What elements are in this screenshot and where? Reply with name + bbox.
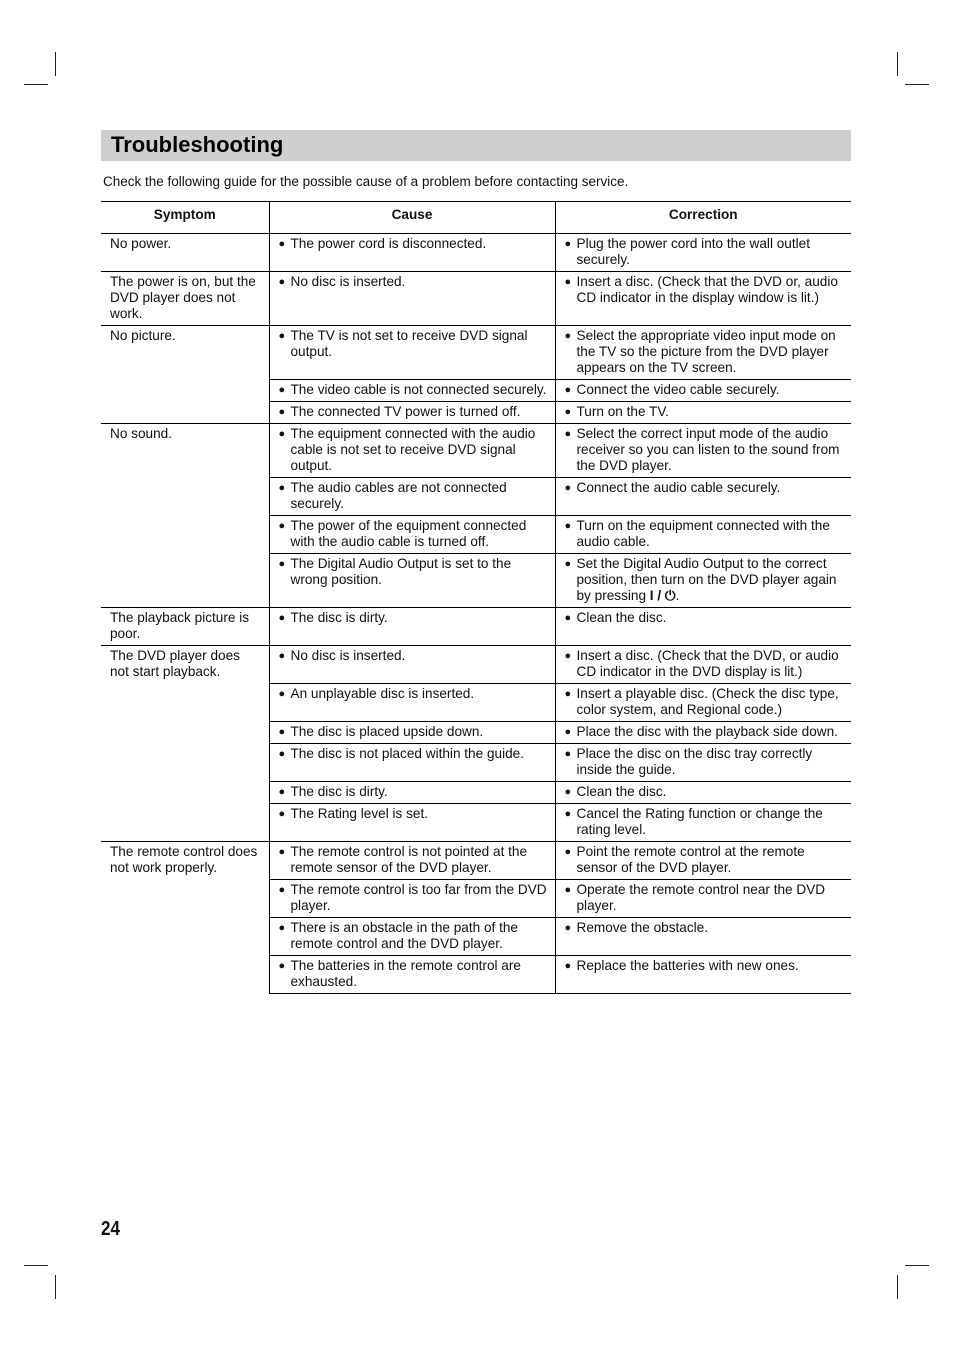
correction-cell: ● Cancel the Rating function or change the rating level. xyxy=(555,804,851,842)
header-cause: Cause xyxy=(269,202,555,234)
correction-suffix: . xyxy=(675,588,680,603)
correction-cell: ● Set the Digital Audio Output to the correct position, then turn on the DVD player again by pressing I / ⏻. xyxy=(555,554,851,608)
bullet-icon: ● xyxy=(278,238,286,250)
correction-cell: ● Replace the batteries with new ones. xyxy=(555,956,851,994)
crop-mark xyxy=(24,1265,48,1266)
correction-cell: ● Place the disc with the playback side down. xyxy=(555,722,851,744)
cause-cell: ● The Digital Audio Output is set to the wrong position. xyxy=(269,554,555,608)
symptom-text: The DVD player does not start playback. xyxy=(110,648,240,679)
bullet-icon: ● xyxy=(564,846,572,858)
header-correction: Correction xyxy=(555,202,851,234)
correction-cell: ● Select the appropriate video input mode on the TV so the picture from the DVD player appears on the TV screen. xyxy=(555,326,851,380)
cause-cell: ● There is an obstacle in the path of the remote control and the DVD player. xyxy=(269,918,555,956)
bullet-icon: ● xyxy=(564,520,572,532)
bullet-icon: ● xyxy=(564,688,572,700)
cause-cell: ● No disc is inserted. xyxy=(269,272,555,326)
bullet-icon: ● xyxy=(278,786,286,798)
bullet-icon: ● xyxy=(564,748,572,760)
page-title: Troubleshooting xyxy=(111,132,284,157)
bullet-icon: ● xyxy=(564,612,572,624)
symptom-text: The power is on, but the DVD player does not work. xyxy=(110,274,256,321)
table-row xyxy=(101,646,851,684)
bullet-icon: ● xyxy=(278,748,286,760)
bullet-icon: ● xyxy=(278,406,286,418)
bullet-icon: ● xyxy=(278,330,286,342)
symptom-cell xyxy=(101,842,269,994)
correction-cell: ● Operate the remote control near the DVD player. xyxy=(555,880,851,918)
symptom-cell xyxy=(101,272,269,326)
power-button-icon: I / ⏻ xyxy=(649,588,676,603)
bullet-icon: ● xyxy=(278,808,286,820)
cause-cell: ● The disc is dirty. xyxy=(269,608,555,646)
bullet-icon: ● xyxy=(278,650,286,662)
symptom-cell xyxy=(101,326,269,424)
bullet-icon: ● xyxy=(564,428,572,440)
cause-cell: ● The disc is placed upside down. xyxy=(269,722,555,744)
bullet-icon: ● xyxy=(278,482,286,494)
page-number: 24 xyxy=(101,1218,120,1240)
correction-cell: ● Place the disc on the disc tray correctly inside the guide. xyxy=(555,744,851,782)
cause-cell: ● The power of the equipment connected with the audio cable is turned off. xyxy=(269,516,555,554)
bullet-icon: ● xyxy=(278,960,286,972)
bullet-icon: ● xyxy=(278,558,286,570)
crop-mark xyxy=(24,84,48,85)
crop-mark xyxy=(905,1265,929,1266)
bullet-icon: ● xyxy=(564,558,572,570)
cause-cell: ● No disc is inserted. xyxy=(269,646,555,684)
cause-cell: ● The remote control is not pointed at the remote sensor of the DVD player. xyxy=(269,842,555,880)
bullet-icon: ● xyxy=(278,922,286,934)
correction-cell: ● Select the correct input mode of the audio receiver so you can listen to the sound from the DVD player. xyxy=(555,424,851,478)
bullet-icon: ● xyxy=(564,276,572,288)
cause-cell: ● An unplayable disc is inserted. xyxy=(269,684,555,722)
correction-cell: ● Insert a disc. (Check that the DVD or, audio CD indicator in the display window is lit.) xyxy=(555,272,851,326)
table-row xyxy=(101,326,851,380)
bullet-icon: ● xyxy=(564,384,572,396)
title-bar xyxy=(101,130,851,161)
bullet-icon: ● xyxy=(564,922,572,934)
correction-cell: ● Turn on the equipment connected with the audio cable. xyxy=(555,516,851,554)
bullet-icon: ● xyxy=(564,726,572,738)
correction-cell: ● Remove the obstacle. xyxy=(555,918,851,956)
table-row xyxy=(101,234,851,272)
symptom-cell xyxy=(101,608,269,646)
bullet-icon: ● xyxy=(278,520,286,532)
correction-cell: ● Clean the disc. xyxy=(555,782,851,804)
cause-cell: ● The audio cables are not connected securely. xyxy=(269,478,555,516)
cause-cell: ● The Rating level is set. xyxy=(269,804,555,842)
table-row xyxy=(101,424,851,478)
intro-text: Check the following guide for the possible cause of a problem before contacting service. xyxy=(103,174,629,189)
crop-mark xyxy=(897,1275,898,1299)
header-symptom: Symptom xyxy=(101,202,269,234)
correction-cell: ● Insert a disc. (Check that the DVD, or audio CD indicator in the DVD display is lit.) xyxy=(555,646,851,684)
bullet-icon: ● xyxy=(564,808,572,820)
bullet-icon: ● xyxy=(278,688,286,700)
bullet-icon: ● xyxy=(564,330,572,342)
cause-cell: ● The remote control is too far from the DVD player. xyxy=(269,880,555,918)
bullet-icon: ● xyxy=(564,786,572,798)
bullet-icon: ● xyxy=(564,238,572,250)
crop-mark xyxy=(55,52,56,76)
bullet-icon: ● xyxy=(278,884,286,896)
symptom-text: The playback picture is poor. xyxy=(110,610,250,641)
symptom-text: No picture. xyxy=(110,328,176,343)
correction-cell: ● Turn on the TV. xyxy=(555,402,851,424)
cause-cell: ● The batteries in the remote control are exhausted. xyxy=(269,956,555,994)
table-row xyxy=(101,608,851,646)
correction-cell: ● Connect the video cable securely. xyxy=(555,380,851,402)
cause-cell: ● The equipment connected with the audio cable is not set to receive DVD signal output. xyxy=(269,424,555,478)
cause-cell: ● The TV is not set to receive DVD signal output. xyxy=(269,326,555,380)
table-header-row xyxy=(101,202,851,234)
cause-cell: ● The power cord is disconnected. xyxy=(269,234,555,272)
symptom-cell xyxy=(101,646,269,842)
bullet-icon: ● xyxy=(278,384,286,396)
crop-mark xyxy=(55,1275,56,1299)
table-row xyxy=(101,272,851,326)
cause-cell: ● The disc is dirty. xyxy=(269,782,555,804)
bullet-icon: ● xyxy=(564,482,572,494)
correction-cell: ● Clean the disc. xyxy=(555,608,851,646)
bullet-icon: ● xyxy=(564,406,572,418)
crop-mark xyxy=(897,52,898,76)
bullet-icon: ● xyxy=(278,276,286,288)
cause-cell: ● The video cable is not connected securely. xyxy=(269,380,555,402)
table-body xyxy=(101,234,851,994)
bullet-icon: ● xyxy=(278,612,286,624)
cause-cell: ● The disc is not placed within the guide. xyxy=(269,744,555,782)
crop-mark xyxy=(905,84,929,85)
bullet-icon: ● xyxy=(278,428,286,440)
bullet-icon: ● xyxy=(278,846,286,858)
correction-cell: ● Connect the audio cable securely. xyxy=(555,478,851,516)
correction-cell: ● Point the remote control at the remote sensor of the DVD player. xyxy=(555,842,851,880)
symptom-cell xyxy=(101,234,269,272)
troubleshooting-table xyxy=(101,201,851,994)
bullet-icon: ● xyxy=(564,884,572,896)
correction-cell: ● Insert a playable disc. (Check the disc type, color system, and Regional code.) xyxy=(555,684,851,722)
cause-cell: ● The connected TV power is turned off. xyxy=(269,402,555,424)
table-row xyxy=(101,842,851,880)
bullet-icon: ● xyxy=(278,726,286,738)
bullet-icon: ● xyxy=(564,650,572,662)
symptom-text: The remote control does not work properly. xyxy=(110,844,258,875)
bullet-icon: ● xyxy=(564,960,572,972)
correction-cell: ● Plug the power cord into the wall outlet securely. xyxy=(555,234,851,272)
symptom-cell xyxy=(101,424,269,608)
symptom-text: No power. xyxy=(110,236,172,251)
symptom-text: No sound. xyxy=(110,426,172,441)
